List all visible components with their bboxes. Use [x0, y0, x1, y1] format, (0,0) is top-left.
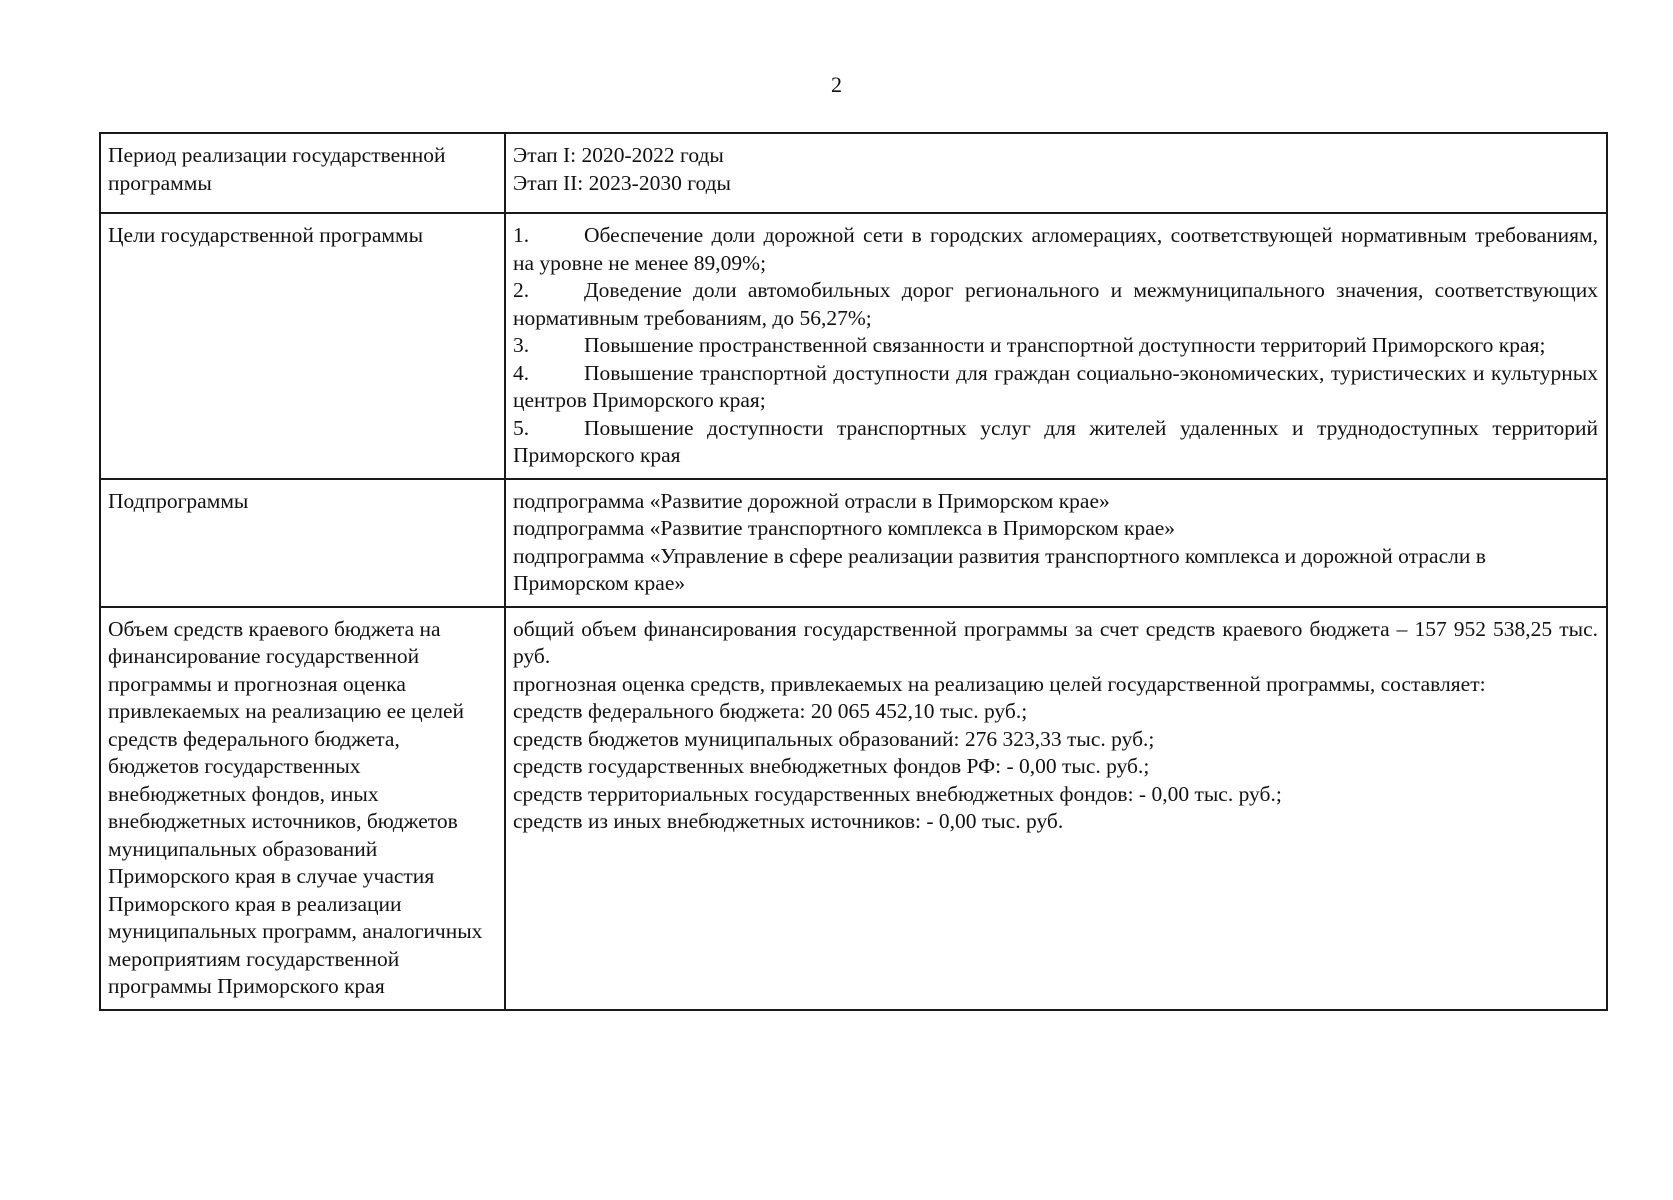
row-value-cell	[505, 213, 1607, 479]
goal-item	[513, 360, 1598, 415]
row-label-cell	[100, 479, 505, 607]
goal-number: 2.	[513, 278, 530, 302]
goal-item	[513, 415, 1598, 470]
funding-source-item: средств федерального бюджета: 20 065 452,10 тыс. руб.;	[513, 699, 1028, 723]
table-row-subprograms	[100, 479, 1607, 607]
subprogram-item: подпрограмма «Развитие транспортного комплекса в Приморском крае»	[513, 516, 1176, 540]
goal-item	[513, 332, 1598, 360]
funding-source-item: средств из иных внебюджетных источников: - 0,00 тыс. руб.	[513, 809, 1064, 833]
period-label: Период реализации государственной программы	[108, 143, 446, 195]
period-stage-1: Этап I: 2020-2022 годы	[513, 143, 724, 167]
goal-text: Обеспечение доли дорожной сети в городских агломерациях, соответствующей нормативным требованиям, на уровне не менее 89,09%;	[513, 223, 1598, 275]
row-value-cell	[505, 479, 1607, 607]
subprogram-item: подпрограмма «Управление в сфере реализации развития транспортного комплекса и дорожной отрасли в Приморском крае»	[513, 543, 1486, 595]
row-label-cell	[100, 213, 505, 479]
subprogram-item: подпрограмма «Развитие дорожной отрасли в Приморском крае»	[513, 488, 1110, 513]
goal-text: Доведение доли автомобильных дорог регионального и межмуниципального значения, соответствующих нормативным требованиям, до 56,27%;	[513, 278, 1598, 330]
row-value-cell	[505, 607, 1607, 1010]
table-row-goals	[100, 213, 1607, 479]
goals-label: Цели государственной программы	[108, 223, 424, 247]
funding-label: Объем средств краевого бюджета на финансирование государственной программы и прогнозная оценка привлекаемых на реализацию ее целей средств федерального бюджета, бюджетов государственных внебюджетных фондов, иных внебюджетных источников, бюджетов муниципальных образований Приморского края в случае участия Приморского края в реализации муниципальных программ, аналогичных мероприятиям государственной программы Приморского края	[108, 616, 483, 998]
row-label-cell	[100, 607, 505, 1010]
table-row-period	[100, 133, 1607, 213]
subprograms-label: Подпрограммы	[108, 488, 249, 513]
row-label-cell	[100, 133, 505, 213]
goal-number: 4.	[513, 360, 530, 385]
goal-text: Повышение пространственной связанности и транспортной доступности территорий Приморского края;	[584, 333, 1546, 357]
goal-number: 3.	[513, 333, 530, 357]
row-value-cell	[505, 133, 1607, 213]
goal-text: Повышение доступности транспортных услуг для жителей удаленных и труднодоступных территорий Приморского края	[513, 415, 1598, 467]
program-passport-table	[99, 132, 1608, 1011]
goal-text: Повышение транспортной доступности для граждан социально-экономических, туристических и культурных центров Приморского края;	[513, 360, 1598, 412]
goal-item	[513, 277, 1598, 332]
funding-total: общий объем финансирования государственной программы за счет средств краевого бюджета – 157 952 538,25 тыс. руб.	[513, 616, 1598, 668]
funding-source-item: средств бюджетов муниципальных образований: 276 323,33 тыс. руб.;	[513, 726, 1155, 751]
goal-number: 5.	[513, 415, 530, 440]
page-number: 2	[831, 72, 842, 97]
goal-item	[513, 222, 1598, 277]
goal-number: 1.	[513, 223, 530, 247]
funding-forecast-intro: прогнозная оценка средств, привлекаемых на реализацию целей государственной программы, составляет:	[513, 671, 1486, 696]
table-row-funding	[100, 607, 1607, 1010]
period-stage-2: Этап II: 2023-2030 годы	[513, 170, 731, 195]
funding-source-item: средств территориальных государственных внебюджетных фондов: - 0,00 тыс. руб.;	[513, 781, 1282, 806]
funding-source-item: средств государственных внебюджетных фондов РФ: - 0,00 тыс. руб.;	[513, 754, 1150, 778]
